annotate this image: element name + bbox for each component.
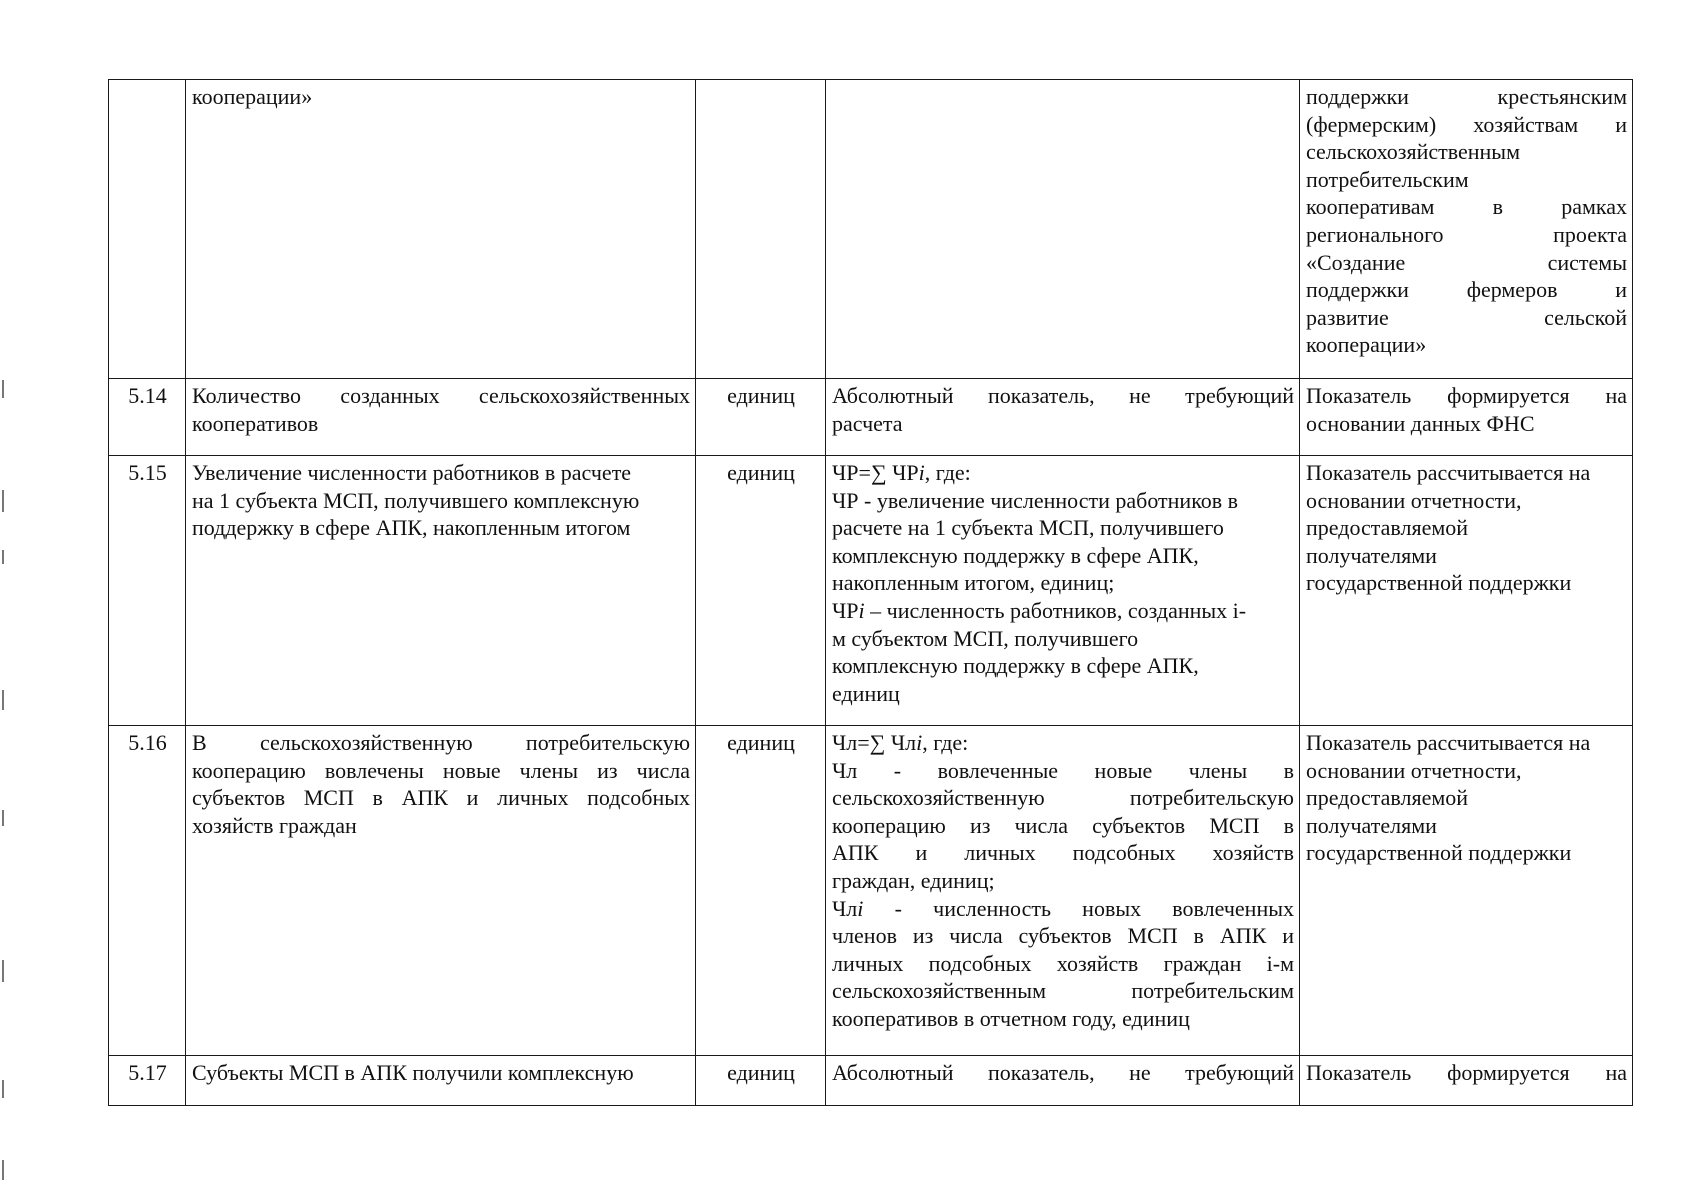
method-cell (826, 456, 1300, 726)
scan-mark (2, 960, 4, 982)
source-line: Показатель рассчитывается на (1306, 730, 1591, 755)
indicator-name-line: поддержку в сфере АПК, накопленным итогом (192, 515, 631, 541)
indicator-name-line: Увеличение численности работников в расчете (192, 460, 632, 485)
definition-line: единиц (832, 680, 900, 706)
definition-text: – численность работников, созданных i- (864, 597, 1247, 623)
definition-line: м субъектом МСП, получившего (832, 625, 1139, 651)
method-cell (826, 379, 1300, 456)
source-cell (1300, 726, 1633, 1056)
scan-margin-marks (0, 360, 6, 1190)
method-cell (826, 80, 1300, 379)
source-cell (1300, 80, 1633, 379)
method-line: Абсолютный показатель, не требующий (832, 1060, 1294, 1085)
source-cell (1300, 379, 1633, 456)
table-row (109, 80, 1633, 379)
source-line: (фермерским) хозяйствам и (1306, 111, 1627, 137)
indicator-name-cell (186, 726, 696, 1056)
indicator-name-line: В сельскохозяйственную потребительскую (192, 730, 690, 755)
source-line: государственной поддержки (1306, 570, 1572, 596)
row-number-cell: 5.17 (109, 1056, 186, 1106)
method-line: расчете на 1 субъекта МСП, получившего (832, 515, 1224, 541)
row-number-cell (109, 80, 186, 379)
indicator-name-line: хозяйств граждан (192, 812, 357, 838)
method-line: граждан, единиц; (832, 867, 995, 893)
formula-head: ЧР=∑ ЧР (832, 460, 919, 485)
method-line: сельскохозяйственную потребительскую (832, 785, 1294, 811)
row-number-cell: 5.14 (109, 379, 186, 456)
table-row (109, 1056, 1633, 1106)
indicator-name-cell (186, 1056, 696, 1106)
scan-mark (2, 690, 4, 710)
method-line: расчета (832, 410, 903, 436)
source-line: развитие сельской (1306, 304, 1627, 330)
definition-line: сельскохозяйственным потребительским (832, 978, 1294, 1004)
method-line: кооперацию из числа субъектов МСП в (832, 812, 1294, 838)
definition-line (832, 895, 1294, 923)
indicator-name-line: Количество созданных сельскохозяйственных (192, 383, 690, 408)
source-line: регионального проекта (1306, 221, 1627, 247)
definition-line: кооперативов в отчетном году, единиц (832, 1005, 1190, 1031)
source-line: получателями (1306, 812, 1437, 838)
indicators-table (108, 79, 1633, 1106)
row-number-cell: 5.15 (109, 456, 186, 726)
formula-variable: i (916, 730, 923, 755)
source-line: Показатель рассчитывается на (1306, 460, 1591, 485)
source-cell (1300, 1056, 1633, 1106)
method-line: Чл - вовлеченные новые члены в (832, 757, 1294, 783)
definition-head: ЧР (832, 597, 859, 623)
definition-line (832, 597, 1294, 625)
source-line: Показатель формируется на (1306, 383, 1627, 408)
unit-cell: единиц (696, 379, 826, 456)
table-row (109, 456, 1633, 726)
scan-mark (2, 810, 4, 826)
definition-line: комплексную поддержку в сфере АПК, (832, 653, 1199, 679)
method-line: ЧР - увеличение численности работников в (832, 487, 1239, 513)
source-line: основании данных ФНС (1306, 410, 1535, 436)
formula-tail: , где: (922, 730, 969, 755)
table-row (109, 726, 1633, 1056)
source-line: сельскохозяйственным (1306, 139, 1520, 165)
source-line: поддержки фермеров и (1306, 277, 1627, 303)
scan-mark (2, 1160, 4, 1180)
source-line: получателями (1306, 542, 1437, 568)
formula-line (832, 459, 1294, 487)
indicator-name-line: Субъекты МСП в АПК получили комплексную (192, 1060, 634, 1085)
unit-cell: единиц (696, 456, 826, 726)
source-line: «Создание системы (1306, 249, 1627, 275)
source-line: кооперации» (1306, 332, 1427, 358)
source-line: предоставляемой (1306, 785, 1469, 811)
definition-text: - численность новых вовлеченных (863, 895, 1294, 921)
row-number-cell: 5.16 (109, 726, 186, 1056)
method-cell (826, 1056, 1300, 1106)
indicator-name-cell (186, 80, 696, 379)
source-line: основании отчетности, (1306, 757, 1522, 783)
source-line: государственной поддержки (1306, 840, 1572, 866)
source-line: основании отчетности, (1306, 487, 1522, 513)
method-cell (826, 726, 1300, 1056)
formula-variable: i (918, 460, 925, 485)
table-row (109, 379, 1633, 456)
source-line: кооперативам в рамках (1306, 194, 1627, 220)
indicator-name-line: кооперации» (192, 84, 313, 109)
formula-line (832, 729, 1294, 757)
indicator-name-line: кооперативов (192, 410, 319, 436)
scan-mark (2, 380, 4, 398)
method-line: накопленным итогом, единиц; (832, 570, 1115, 596)
source-line: поддержки крестьянским (1306, 84, 1627, 109)
source-cell (1300, 456, 1633, 726)
indicator-name-cell (186, 379, 696, 456)
definition-line: членов из числа субъектов МСП в АПК и (832, 923, 1294, 949)
indicator-name-line: на 1 субъекта МСП, получившего комплексную (192, 487, 640, 513)
scan-mark (2, 550, 4, 564)
definition-head: Чл (832, 895, 858, 921)
scan-mark (2, 1080, 4, 1098)
indicator-name-line: кооперацию вовлечены новые члены из числа (192, 757, 690, 783)
scan-mark (2, 490, 4, 512)
method-line: Абсолютный показатель, не требующий (832, 383, 1294, 408)
method-line: АПК и личных подсобных хозяйств (832, 840, 1294, 866)
unit-cell: единиц (696, 726, 826, 1056)
formula-head: Чл=∑ Чл (832, 730, 917, 755)
definition-variable: i (857, 895, 864, 921)
source-line: Показатель формируется на (1306, 1060, 1627, 1085)
unit-cell: единиц (696, 1056, 826, 1106)
indicator-name-cell (186, 456, 696, 726)
indicator-name-line: субъектов МСП в АПК и личных подсобных (192, 785, 690, 811)
formula-tail: , где: (924, 460, 971, 485)
definition-variable: i (858, 597, 865, 623)
definition-line: личных подсобных хозяйств граждан i-м (832, 950, 1294, 976)
method-line: комплексную поддержку в сфере АПК, (832, 542, 1199, 568)
source-line: потребительским (1306, 166, 1469, 192)
unit-cell (696, 80, 826, 379)
source-line: предоставляемой (1306, 515, 1469, 541)
